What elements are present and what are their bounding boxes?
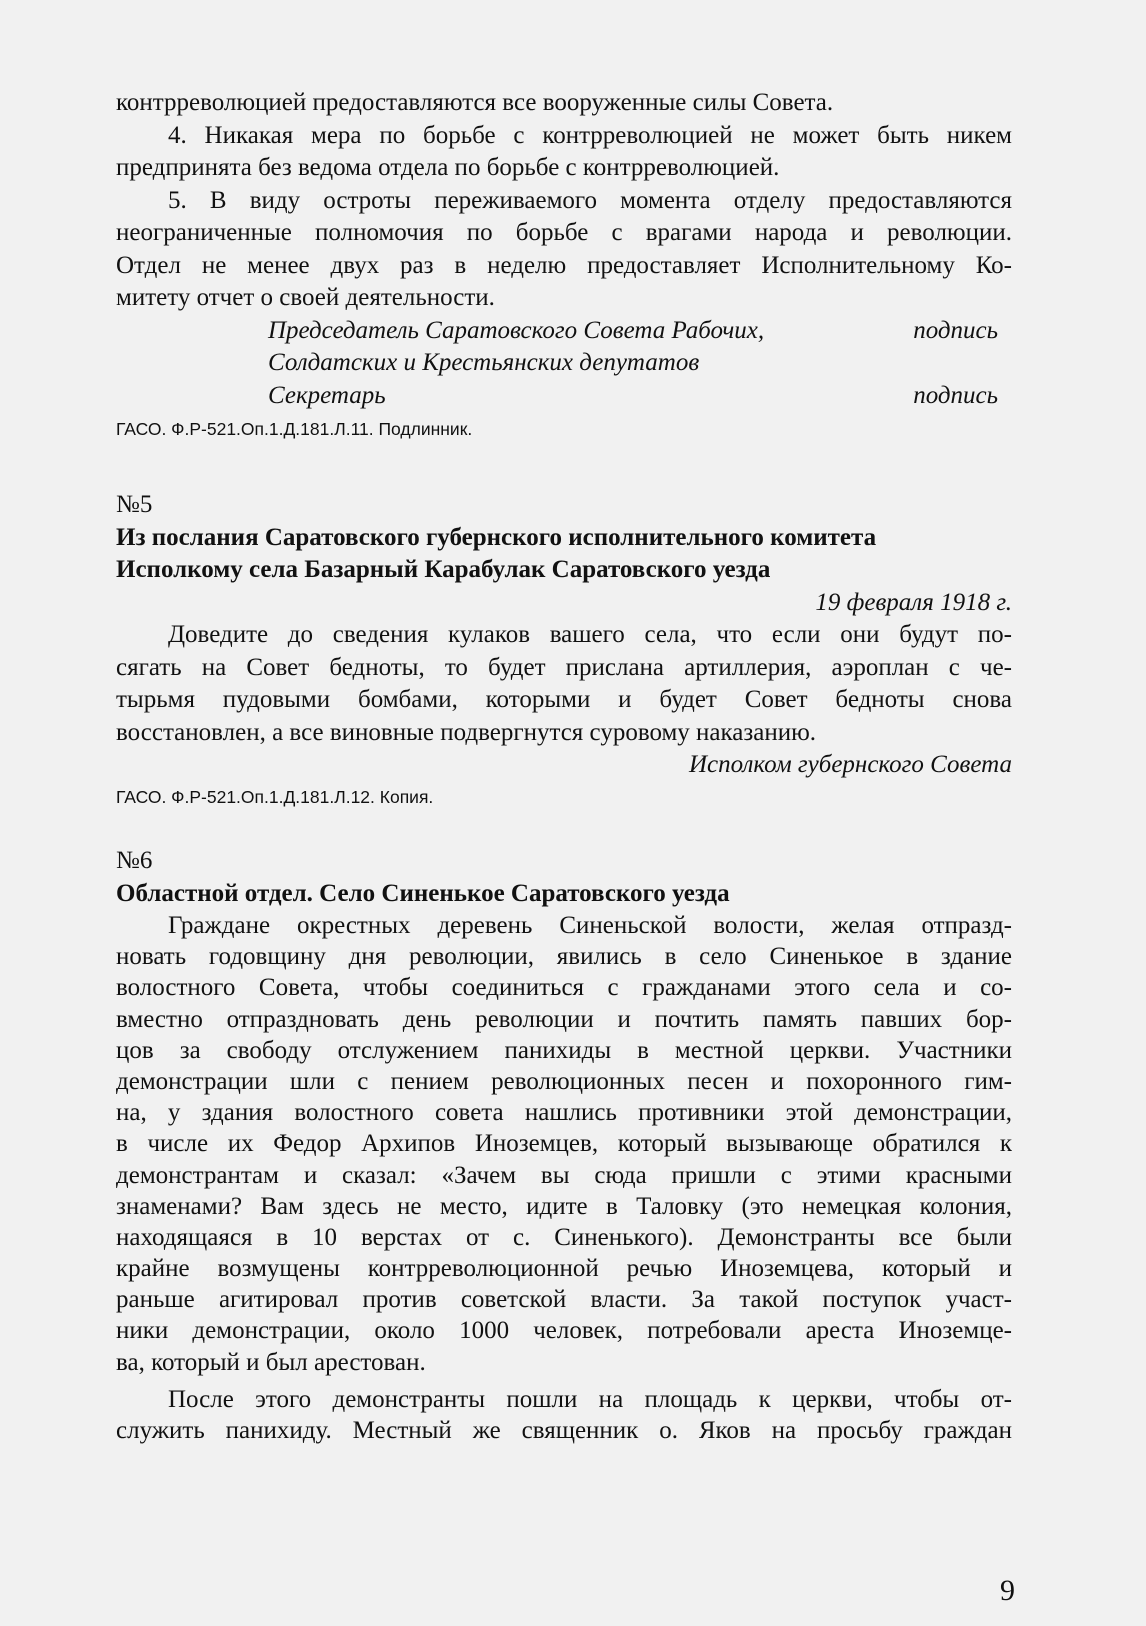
text-line: демонстрантам и сказал: «Зачем вы сюда пришли с этими красными (116, 1161, 1012, 1189)
text-line: ники демонстрации, около 1000 человек, потребовали ареста Иноземце- (116, 1317, 1012, 1345)
text-line: неограниченные полномочия по борьбе с врагами народа и революции. (116, 219, 1012, 246)
document-title: Областной отдел. Село Синенькое Саратовского уезда (116, 879, 730, 907)
text-line: волостного Совета, чтобы соединиться с гражданами этого села и со- (116, 974, 1012, 1002)
text-line: вместно отпраздновать день революции и почтить память павших бор- (116, 1005, 1012, 1033)
text-line: восстановлен, а все виновные подвергнутся суровому наказанию. (116, 718, 817, 746)
text-line: в числе их Федор Архипов Иноземцев, который вызывающе обратился к (116, 1130, 1012, 1158)
text-line: ва, который и был арестован. (116, 1348, 426, 1376)
text-line: знаменами? Вам здесь не место, идите в Таловку (это немецкая колония, (116, 1192, 1012, 1220)
signature-line (116, 347, 1012, 380)
document-6 (116, 845, 1012, 1446)
document-4-ending (116, 87, 1012, 444)
archive-reference: ГАСО. Ф.Р-521.Оп.1.Д.181.Л.11. Подлинник. (116, 419, 473, 439)
archive-reference: ГАСО. Ф.Р-521.Оп.1.Д.181.Л.12. Копия. (116, 786, 434, 807)
text-line: Отдел не менее двух раз в неделю предоставляет Исполнительному Ко- (116, 251, 1012, 279)
text-line: крайне возмущены контрреволюционной речью Иноземцева, который и (116, 1255, 1012, 1283)
document-date: 19 февраля 1918 г. (815, 588, 1012, 616)
text-line: находящаяся в 10 верстах от с. Синенького). Демонстранты все были (116, 1223, 1012, 1251)
signatory-title: Солдатских и Крестьянских депутатов (268, 349, 700, 376)
signature-placeholder: подпись (913, 381, 998, 409)
signature-line (116, 380, 1012, 413)
signature-line (116, 315, 1012, 348)
text-line: Граждане окрестных деревень Синеньской волости, желая отпразд- (168, 912, 1012, 939)
text-line: предпринята без ведома отдела по борьбе с контрреволюцией. (116, 154, 780, 181)
text-line: раньше агитировал против советской власти. За такой поступок участ- (116, 1286, 1012, 1314)
signature: Исполком губернского Совета (688, 751, 1012, 778)
paragraph (116, 1384, 1012, 1446)
document-title: Исполкому села Базарный Карабулак Саратовского уезда (116, 556, 771, 583)
text-line: После этого демонстранты пошли на площадь к церкви, чтобы от- (168, 1385, 1012, 1413)
paragraph (116, 910, 1012, 1378)
signatory-title: Секретарь (268, 381, 386, 409)
text-line: демонстрации шли с пением революционных песен и похоронного гим- (116, 1067, 1012, 1095)
text-line: новать годовщину дня революции, явились в село Синенькое в здание (116, 943, 1012, 971)
text-line: Доведите до сведения кулаков вашего села, что если они будут по- (168, 621, 1012, 648)
page-number: 9 (1000, 1574, 1015, 1607)
text-line: тырьмя пудовыми бомбами, которыми и будет Совет бедноты снова (116, 686, 1012, 713)
signature-placeholder: подпись (913, 316, 998, 344)
document-number: №6 (116, 847, 153, 874)
text-line: митету отчет о своей деятельности. (116, 284, 495, 311)
document-number: №5 (116, 491, 153, 518)
text-line: цов за свободу отслужением панихиды в местной церкви. Участники (116, 1036, 1012, 1064)
text-line: служить панихиду. Местный же священник о. Яков на просьбу граждан (116, 1417, 1012, 1444)
document-title: Из послания Саратовского губернского исполнительного комитета (116, 523, 877, 551)
text-line: сягать на Совет бедноты, то будет прислана артиллерия, аэроплан с че- (116, 653, 1012, 681)
signatory-title: Председатель Саратовского Совета Рабочих, (268, 316, 765, 344)
text-line: 5. В виду остроты переживаемого момента отделу предоставляются (168, 186, 1012, 214)
document-5 (116, 489, 1012, 812)
text-line: 4. Никакая мера по борьбе с контрреволюцией не может быть никем (168, 121, 1012, 149)
text-line: контрреволюцией предоставляются все вооруженные силы Совета. (116, 89, 834, 116)
text-line: на, у здания волостного совета нашлись противники этой демонстрации, (116, 1099, 1012, 1127)
